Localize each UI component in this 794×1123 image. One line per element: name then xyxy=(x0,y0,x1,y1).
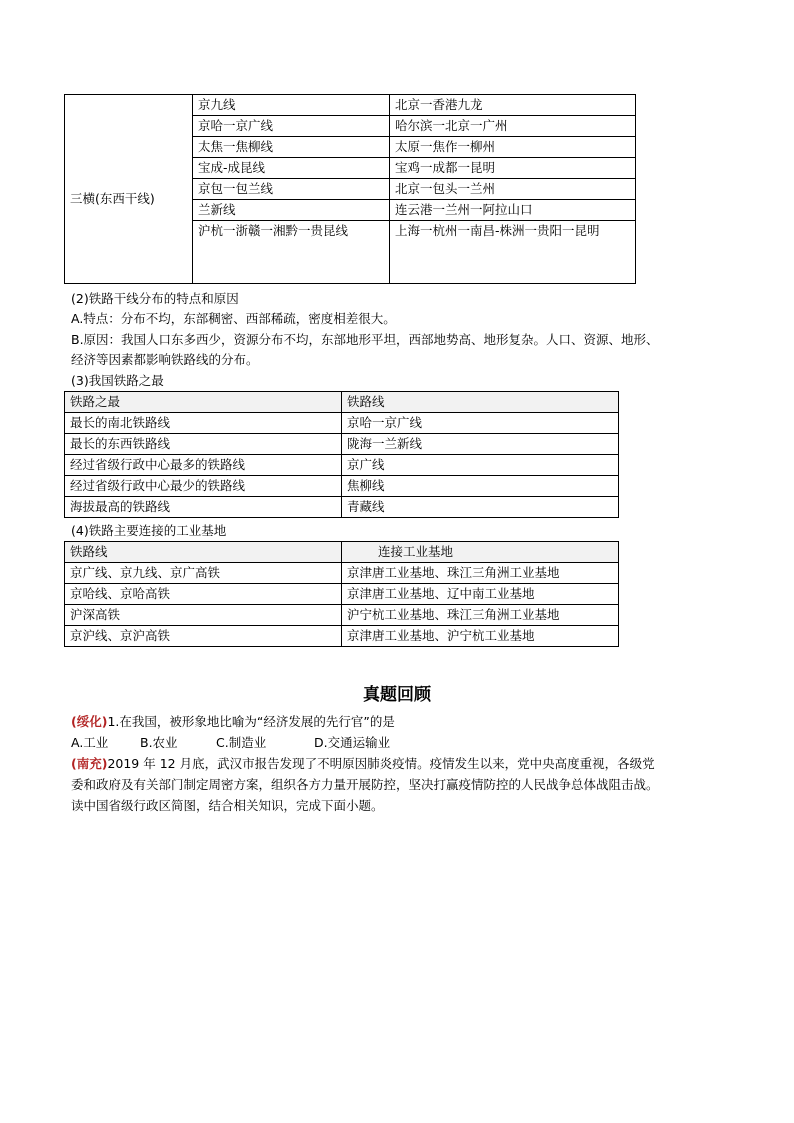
line-cell: 太焦一焦柳线 xyxy=(193,137,390,158)
group-label: 三横(东西干线) xyxy=(70,191,155,206)
question-text: 1.在我国，被形象地比喻为“经济发展的先行官”的是 xyxy=(107,714,395,729)
column-header: 铁路线 xyxy=(65,542,342,563)
railway-cell: 京广线、京九线、京广高铁 xyxy=(65,563,342,584)
section2-point-a: A.特点：分布不均，东部稠密、西部稀疏，密度相差很大。 xyxy=(71,311,396,326)
section2-heading: (2)铁路干线分布的特点和原因 xyxy=(71,291,239,306)
route-cell: 连云港一兰州一阿拉山口 xyxy=(390,200,636,221)
question-source-tag: (南充) xyxy=(71,756,108,771)
option-d: D.交通运输业 xyxy=(314,735,391,750)
line-cell: 宝成-成昆线 xyxy=(193,158,390,179)
table-row xyxy=(65,626,619,647)
question-1 xyxy=(71,712,395,732)
route-cell: 北京一包头一兰州 xyxy=(390,179,636,200)
railway-cell: 陇海一兰新线 xyxy=(342,434,619,455)
railway-cell: 京哈一京广线 xyxy=(342,413,619,434)
base-cell: 京津唐工业基地、辽中南工业基地 xyxy=(342,584,619,605)
question-2-line3: 读中国省级行政区简图，结合相关知识，完成下面小题。 xyxy=(71,798,384,813)
group-cell xyxy=(65,95,193,284)
record-cell: 最长的东西铁路线 xyxy=(65,434,342,455)
section2-point-b-line1: B.原因：我国人口东多西少，资源分布不均，东部地形平坦，西部地势高、地形复杂。人口、资源、地形、 xyxy=(71,332,659,347)
table-row xyxy=(65,455,619,476)
railway-cell: 京哈线、京哈高铁 xyxy=(65,584,342,605)
table-row xyxy=(65,476,619,497)
railway-cell: 京广线 xyxy=(342,455,619,476)
column-header: 连接工业基地 xyxy=(342,542,619,563)
railway-cell: 沪深高铁 xyxy=(65,605,342,626)
route-cell: 上海一杭州一南昌-株洲一贵阳一昆明 xyxy=(390,221,636,284)
table-header-row xyxy=(65,542,619,563)
table-header-row xyxy=(65,392,619,413)
line-cell: 京哈一京广线 xyxy=(193,116,390,137)
option-a: A.工业 xyxy=(71,735,109,750)
base-cell: 京津唐工业基地、沪宁杭工业基地 xyxy=(342,626,619,647)
record-cell: 海拔最高的铁路线 xyxy=(65,497,342,518)
table-row xyxy=(65,563,619,584)
line-cell: 京包一包兰线 xyxy=(193,179,390,200)
option-b: B.农业 xyxy=(140,735,178,750)
railway-cell: 青藏线 xyxy=(342,497,619,518)
railway-records-table xyxy=(64,391,619,518)
line-cell: 兰新线 xyxy=(193,200,390,221)
question-source-tag: (绥化) xyxy=(71,714,108,729)
record-cell: 经过省级行政中心最少的铁路线 xyxy=(65,476,342,497)
industrial-bases-table xyxy=(64,541,619,647)
route-cell: 太原一焦作一柳州 xyxy=(390,137,636,158)
question-text: 2019 年 12 月底，武汉市报告发现了不明原因肺炎疫情。疫情发生以来，党中央高度重视，各级党 xyxy=(107,756,655,771)
question-1-options xyxy=(71,733,390,753)
record-cell: 最长的南北铁路线 xyxy=(65,413,342,434)
table-row xyxy=(65,605,619,626)
table-row xyxy=(65,434,619,455)
record-cell: 经过省级行政中心最多的铁路线 xyxy=(65,455,342,476)
table-row xyxy=(65,413,619,434)
railway-lines-table xyxy=(64,94,636,284)
section4-heading: (4)铁路主要连接的工业基地 xyxy=(71,523,227,538)
table-row xyxy=(65,497,619,518)
route-cell: 哈尔滨一北京一广州 xyxy=(390,116,636,137)
base-cell: 沪宁杭工业基地、珠江三角洲工业基地 xyxy=(342,605,619,626)
railway-cell: 京沪线、京沪高铁 xyxy=(65,626,342,647)
review-title: 真题回顾 xyxy=(363,685,431,705)
base-cell: 京津唐工业基地、珠江三角洲工业基地 xyxy=(342,563,619,584)
line-cell: 京九线 xyxy=(193,95,390,116)
option-c: C.制造业 xyxy=(216,735,267,750)
route-cell: 宝鸡一成都一昆明 xyxy=(390,158,636,179)
section2-point-b-line2: 经济等因素都影响铁路线的分布。 xyxy=(71,352,259,367)
section3-heading: (3)我国铁路之最 xyxy=(71,373,164,388)
railway-cell: 焦柳线 xyxy=(342,476,619,497)
route-cell: 北京一香港九龙 xyxy=(390,95,636,116)
question-2-line2: 委和政府及有关部门制定周密方案，组织各方力量开展防控，坚决打赢疫情防控的人民战争总体战阻击战。 xyxy=(71,777,659,792)
table-row xyxy=(65,95,636,116)
question-2-line1 xyxy=(71,754,655,774)
table-row xyxy=(65,584,619,605)
column-header: 铁路之最 xyxy=(65,392,342,413)
column-header: 铁路线 xyxy=(342,392,619,413)
line-cell: 沪杭一浙赣一湘黔一贵昆线 xyxy=(193,221,390,284)
